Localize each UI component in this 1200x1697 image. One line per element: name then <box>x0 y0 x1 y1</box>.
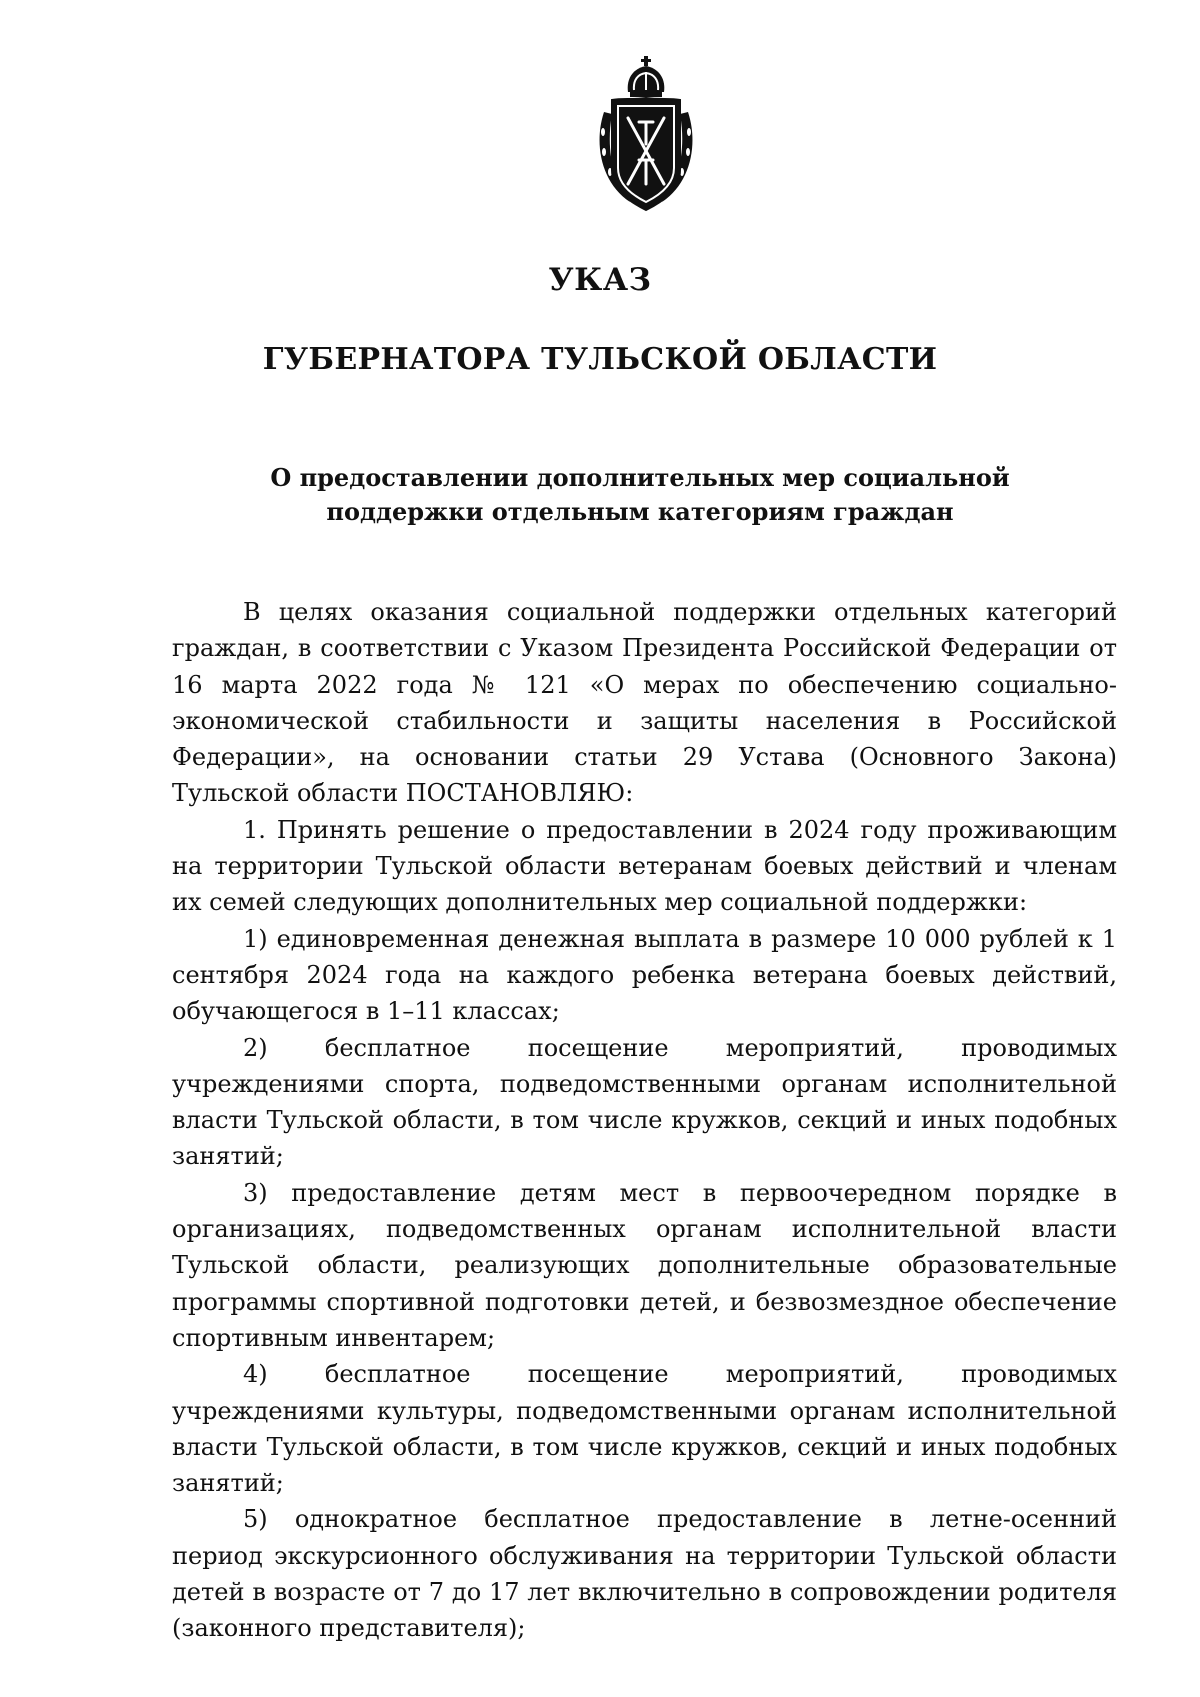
subject-line: О предоставлении дополнительных мер социальной <box>270 463 1010 492</box>
coat-of-arms-icon <box>590 52 702 218</box>
preamble-paragraph: В целях оказания социальной поддержки отдельных категорий граждан, в соответствии с Указом Президента Российской Федерации от 16 марта 2022 года № 121 «О мерах по обеспечению социально-экономической стабильности и защиты населения в Российской Федерации», на основании статьи 29 Устава (Основного Закона) Тульской области ПОСТАНОВЛЯЮ: <box>172 598 1117 808</box>
list-item: 5) однократное бесплатное предоставление в летне-осенний период экскурсионного обслуживания на территории Тульской области детей в возрасте от 7 до 17 лет включительно в сопровождении родителя (законного представителя); <box>172 1505 1117 1643</box>
list-item: 1) единовременная денежная выплата в размере 10 000 рублей к 1 сентября 2024 года на каждого ребенка ветерана боевых действий, обучающегося в 1–11 классах; <box>172 924 1117 1026</box>
clause-paragraph: 1. Принять решение о предоставлении в 2024 году проживающим на территории Тульской области ветеранам боевых действий и членам их семей следующих дополнительных мер социальной поддержки: <box>172 815 1117 917</box>
list-item: 2) бесплатное посещение мероприятий, проводимых учреждениями спорта, подведомственными органам исполнительной власти Тульской области, в том числе кружков, секций и иных подобных занятий; <box>172 1033 1117 1171</box>
document-subject <box>250 461 1030 529</box>
document-issuer: ГУБЕРНАТОРА ТУЛЬСКОЙ ОБЛАСТИ <box>262 342 938 377</box>
document-title: УКАЗ <box>548 262 652 298</box>
list-item: 3) предоставление детям мест в первоочередном порядке в организациях, подведомственных органам исполнительной власти Тульской области, реализующих дополнительные образовательные программы спортивной подготовки детей, и безвозмездное обеспечение спортивным инвентарем; <box>172 1178 1117 1352</box>
list-item: 4) бесплатное посещение мероприятий, проводимых учреждениями культуры, подведомственными органам исполнительной власти Тульской области, в том числе кружков, секций и иных подобных занятий; <box>172 1360 1117 1498</box>
document-body <box>172 594 1117 1647</box>
subject-line: поддержки отдельным категориям граждан <box>326 497 954 526</box>
